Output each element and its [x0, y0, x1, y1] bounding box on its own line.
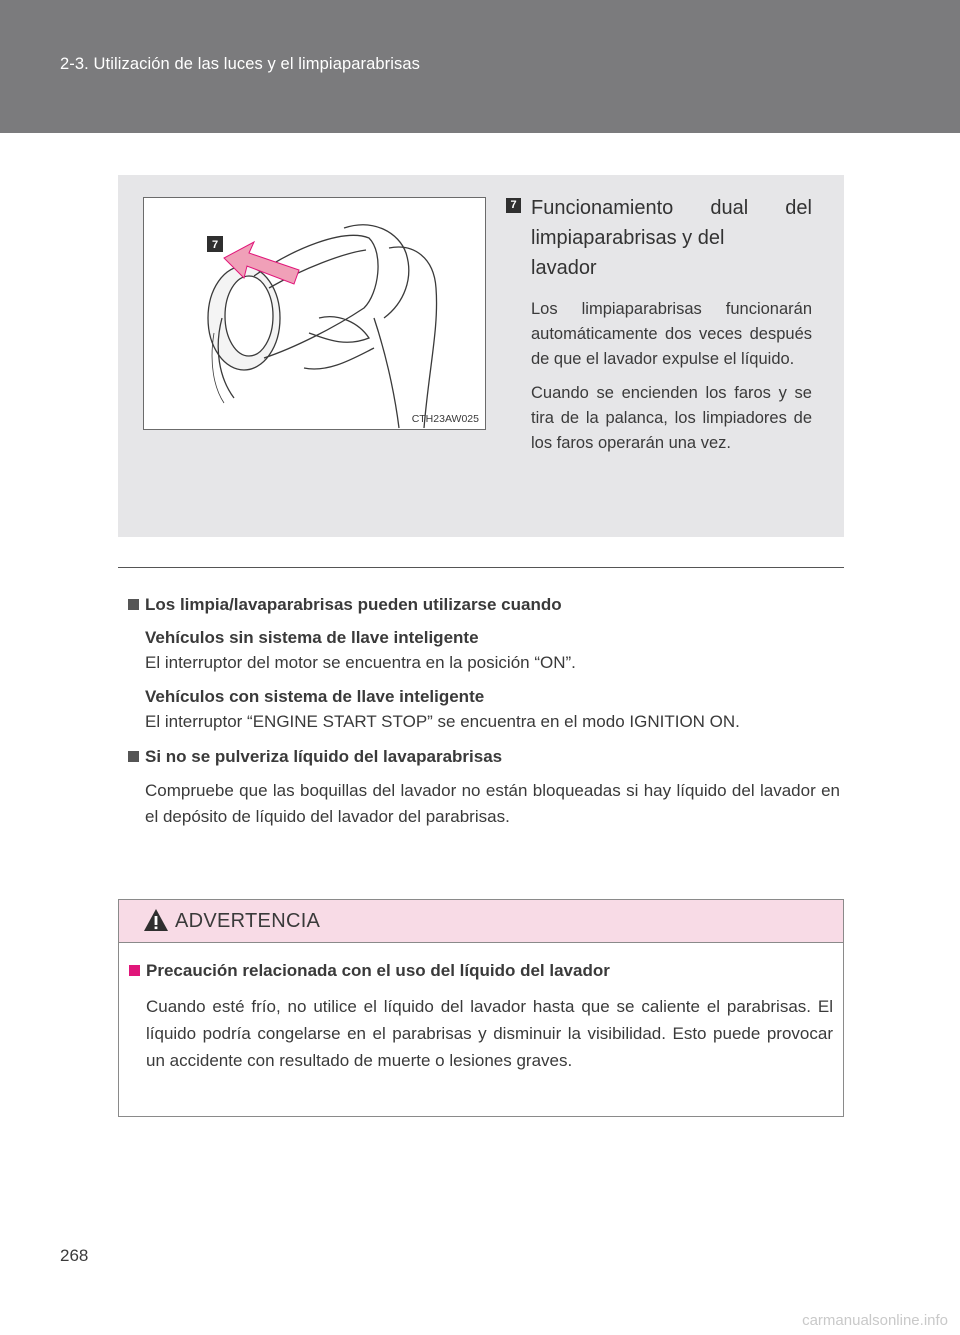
warning-body: [119, 943, 843, 1074]
lever-drawing: [144, 198, 486, 430]
section-heading: Los limpia/lavaparabrisas pueden utilizarse cuando: [128, 593, 840, 617]
square-bullet-icon: [128, 599, 139, 610]
figure-paragraph-2: Cuando se encienden los faros y se tira de la palanca, los limpiadores de los faros operarán una vez.: [531, 384, 812, 452]
figure-code: CTH23AW025: [411, 413, 479, 425]
figure-paragraph-1: Los limpiaparabrisas funcionarán automáticamente dos veces después de que el lavador expulse el líquido.: [531, 300, 812, 368]
section-title: 2-3. Utilización de las luces y el limpiaparabrisas: [60, 55, 421, 73]
warning-header: [119, 900, 843, 943]
text-no-spray: Compruebe que las boquillas del lavador no están bloqueadas si hay líquido del lavador en el depósito de líquido del lavador del parabrisas.: [145, 781, 840, 826]
square-bullet-icon: [128, 751, 139, 762]
text-smart-key: El interruptor “ENGINE START STOP” se encuentra en el modo IGNITION ON.: [145, 712, 740, 731]
warning-title: ADVERTENCIA: [175, 910, 321, 932]
wiper-lever-illustration: [143, 197, 486, 430]
figure-panel: [118, 175, 844, 537]
warning-text: Cuando esté frío, no utilice el líquido del lavador hasta que se caliente el parabrisas. El líquido podría congelarse en el parabrisas y disminuir la visibilidad. Esto puede provocar un accidente con resultado de muerte o lesiones graves.: [146, 997, 833, 1070]
section-heading-no-spray: Si no se pulveriza líquido del lavaparabrisas: [128, 745, 840, 769]
square-bullet-icon: [129, 965, 140, 976]
page-header: [0, 0, 960, 133]
warning-triangle-icon: [143, 908, 169, 932]
subheading-no-smart-key: Vehículos sin sistema de llave inteligente: [145, 628, 479, 647]
step-badge: 7: [506, 198, 521, 213]
page-number: 268: [60, 1246, 89, 1265]
subheading-smart-key: Vehículos con sistema de llave inteligente: [145, 687, 485, 706]
text-no-smart-key: El interruptor del motor se encuentra en la posición “ON”.: [145, 653, 576, 672]
divider-line: [118, 567, 844, 568]
figure-heading: [531, 193, 812, 283]
figure-heading-line2: lavador: [531, 257, 597, 279]
warning-subheading: Precaución relacionada con el uso del líquido del lavador: [129, 959, 833, 983]
svg-text:7: 7: [211, 239, 219, 251]
figure-heading-line1: Funcionamiento dual del limpiaparabrisas y del: [531, 197, 812, 249]
section-usage-conditions: [128, 593, 840, 830]
watermark: carmanualsonline.info: [802, 1312, 948, 1329]
warning-box: [118, 899, 844, 1117]
figure-description: [506, 193, 812, 456]
